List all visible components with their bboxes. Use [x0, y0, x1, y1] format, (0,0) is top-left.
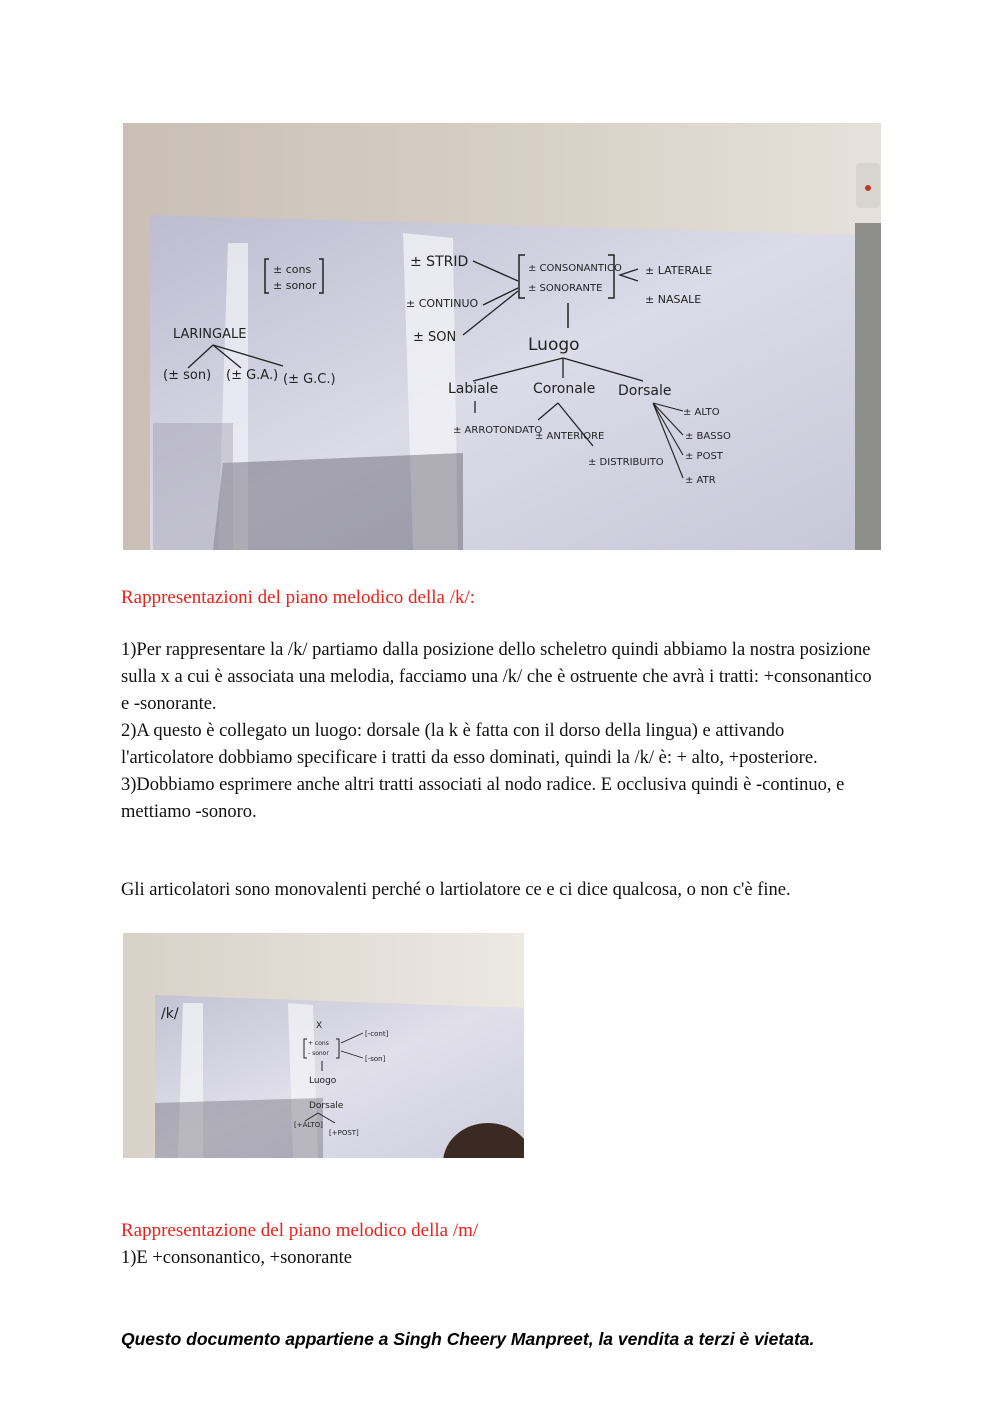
labiale-label: Labiale	[448, 381, 499, 397]
laringale-child-2: (± G.A.)	[226, 368, 279, 383]
root-bracket-1: ± CONSONANTICO	[528, 263, 622, 274]
label-k: /k/	[161, 1006, 179, 1022]
section-body-m: 1)E +consonantico, +sonorante	[121, 1248, 352, 1268]
copyright-footer: Questo documento appartiene a Singh Cheery Manpreet, la vendita a terzi è vietata.	[121, 1329, 815, 1349]
section-body-k	[121, 637, 881, 826]
luogo-label-2: Luogo	[309, 1076, 337, 1086]
nasale-label: ± NASALE	[645, 293, 702, 306]
laringale-label: LARINGALE	[173, 327, 247, 342]
distribuito-label: ± DISTRIBUITO	[588, 457, 664, 468]
son-label: ± SON	[413, 330, 457, 345]
left-bracket-1: ± cons	[273, 263, 312, 276]
whiteboard-photo-2	[123, 933, 524, 1158]
luogo-label: Luogo	[528, 335, 580, 355]
dorsale-label-2: Dorsale	[309, 1101, 344, 1111]
dorsal-feature-4: ± ATR	[685, 475, 716, 486]
paragraph-1: 1)Per rappresentare la /k/ partiamo dalla posizione dello scheletro quindi abbiamo la nostra posizione sulla x a cui è associata una melodia, facciamo una /k/ che è ostruente che avrà i tratti: +consonantico e -sonorante.	[121, 640, 872, 714]
bracket-2: - sonor	[308, 1050, 329, 1057]
section-heading-k: Rappresentazioni del piano melodico della /k/:	[121, 587, 476, 608]
dorsal-feature-3: ± POST	[685, 451, 723, 462]
laterale-label: ± LATERALE	[645, 264, 713, 277]
arrotondato-label: ± ARROTONDATO	[453, 425, 543, 436]
cont-label: [-cont]	[365, 1030, 389, 1038]
dorsal-feature-2: ± BASSO	[685, 431, 731, 442]
anteriore-label: ± ANTERIORE	[535, 431, 605, 442]
laringale-child-1: (± son)	[163, 368, 212, 383]
dorsale-label: Dorsale	[618, 383, 672, 399]
root-bracket-2: ± SONORANTE	[528, 283, 603, 294]
label-x: X	[316, 1021, 323, 1031]
paragraph-2: 2)A questo è collegato un luogo: dorsale (la k è fatta con il dorso della lingua) e attivando l'articolatore dobbiamo specificare i tratti da esso dominati, quindi la /k/ è: + alto, +posteriore.	[121, 721, 818, 768]
post-label: [+POST]	[329, 1129, 359, 1137]
paragraph-3: 3)Dobbiamo esprimere anche altri tratti associati al nodo radice. E occlusiva quindi è -continuo, e mettiamo -sonoro.	[121, 775, 845, 822]
left-bracket-2: ± sonor	[273, 279, 317, 292]
laringale-child-3: (± G.C.)	[283, 372, 336, 387]
coronale-label: Coronale	[533, 381, 596, 397]
bracket-1: + cons	[308, 1040, 329, 1047]
sonor-label: [-son]	[365, 1055, 386, 1063]
note-paragraph: Gli articolatori sono monovalenti perché o lartiolatore ce e ci dice qualcosa, o non c'è fine.	[121, 880, 791, 900]
whiteboard-photo-1	[123, 123, 881, 550]
strid-label: ± STRID	[410, 254, 469, 270]
section-heading-m: Rappresentazione del piano melodico della /m/	[121, 1220, 479, 1241]
dorsal-feature-1: ± ALTO	[683, 407, 720, 418]
continuo-label: ± CONTINUO	[406, 297, 479, 310]
alto-label: [+ALTO]	[294, 1121, 323, 1129]
